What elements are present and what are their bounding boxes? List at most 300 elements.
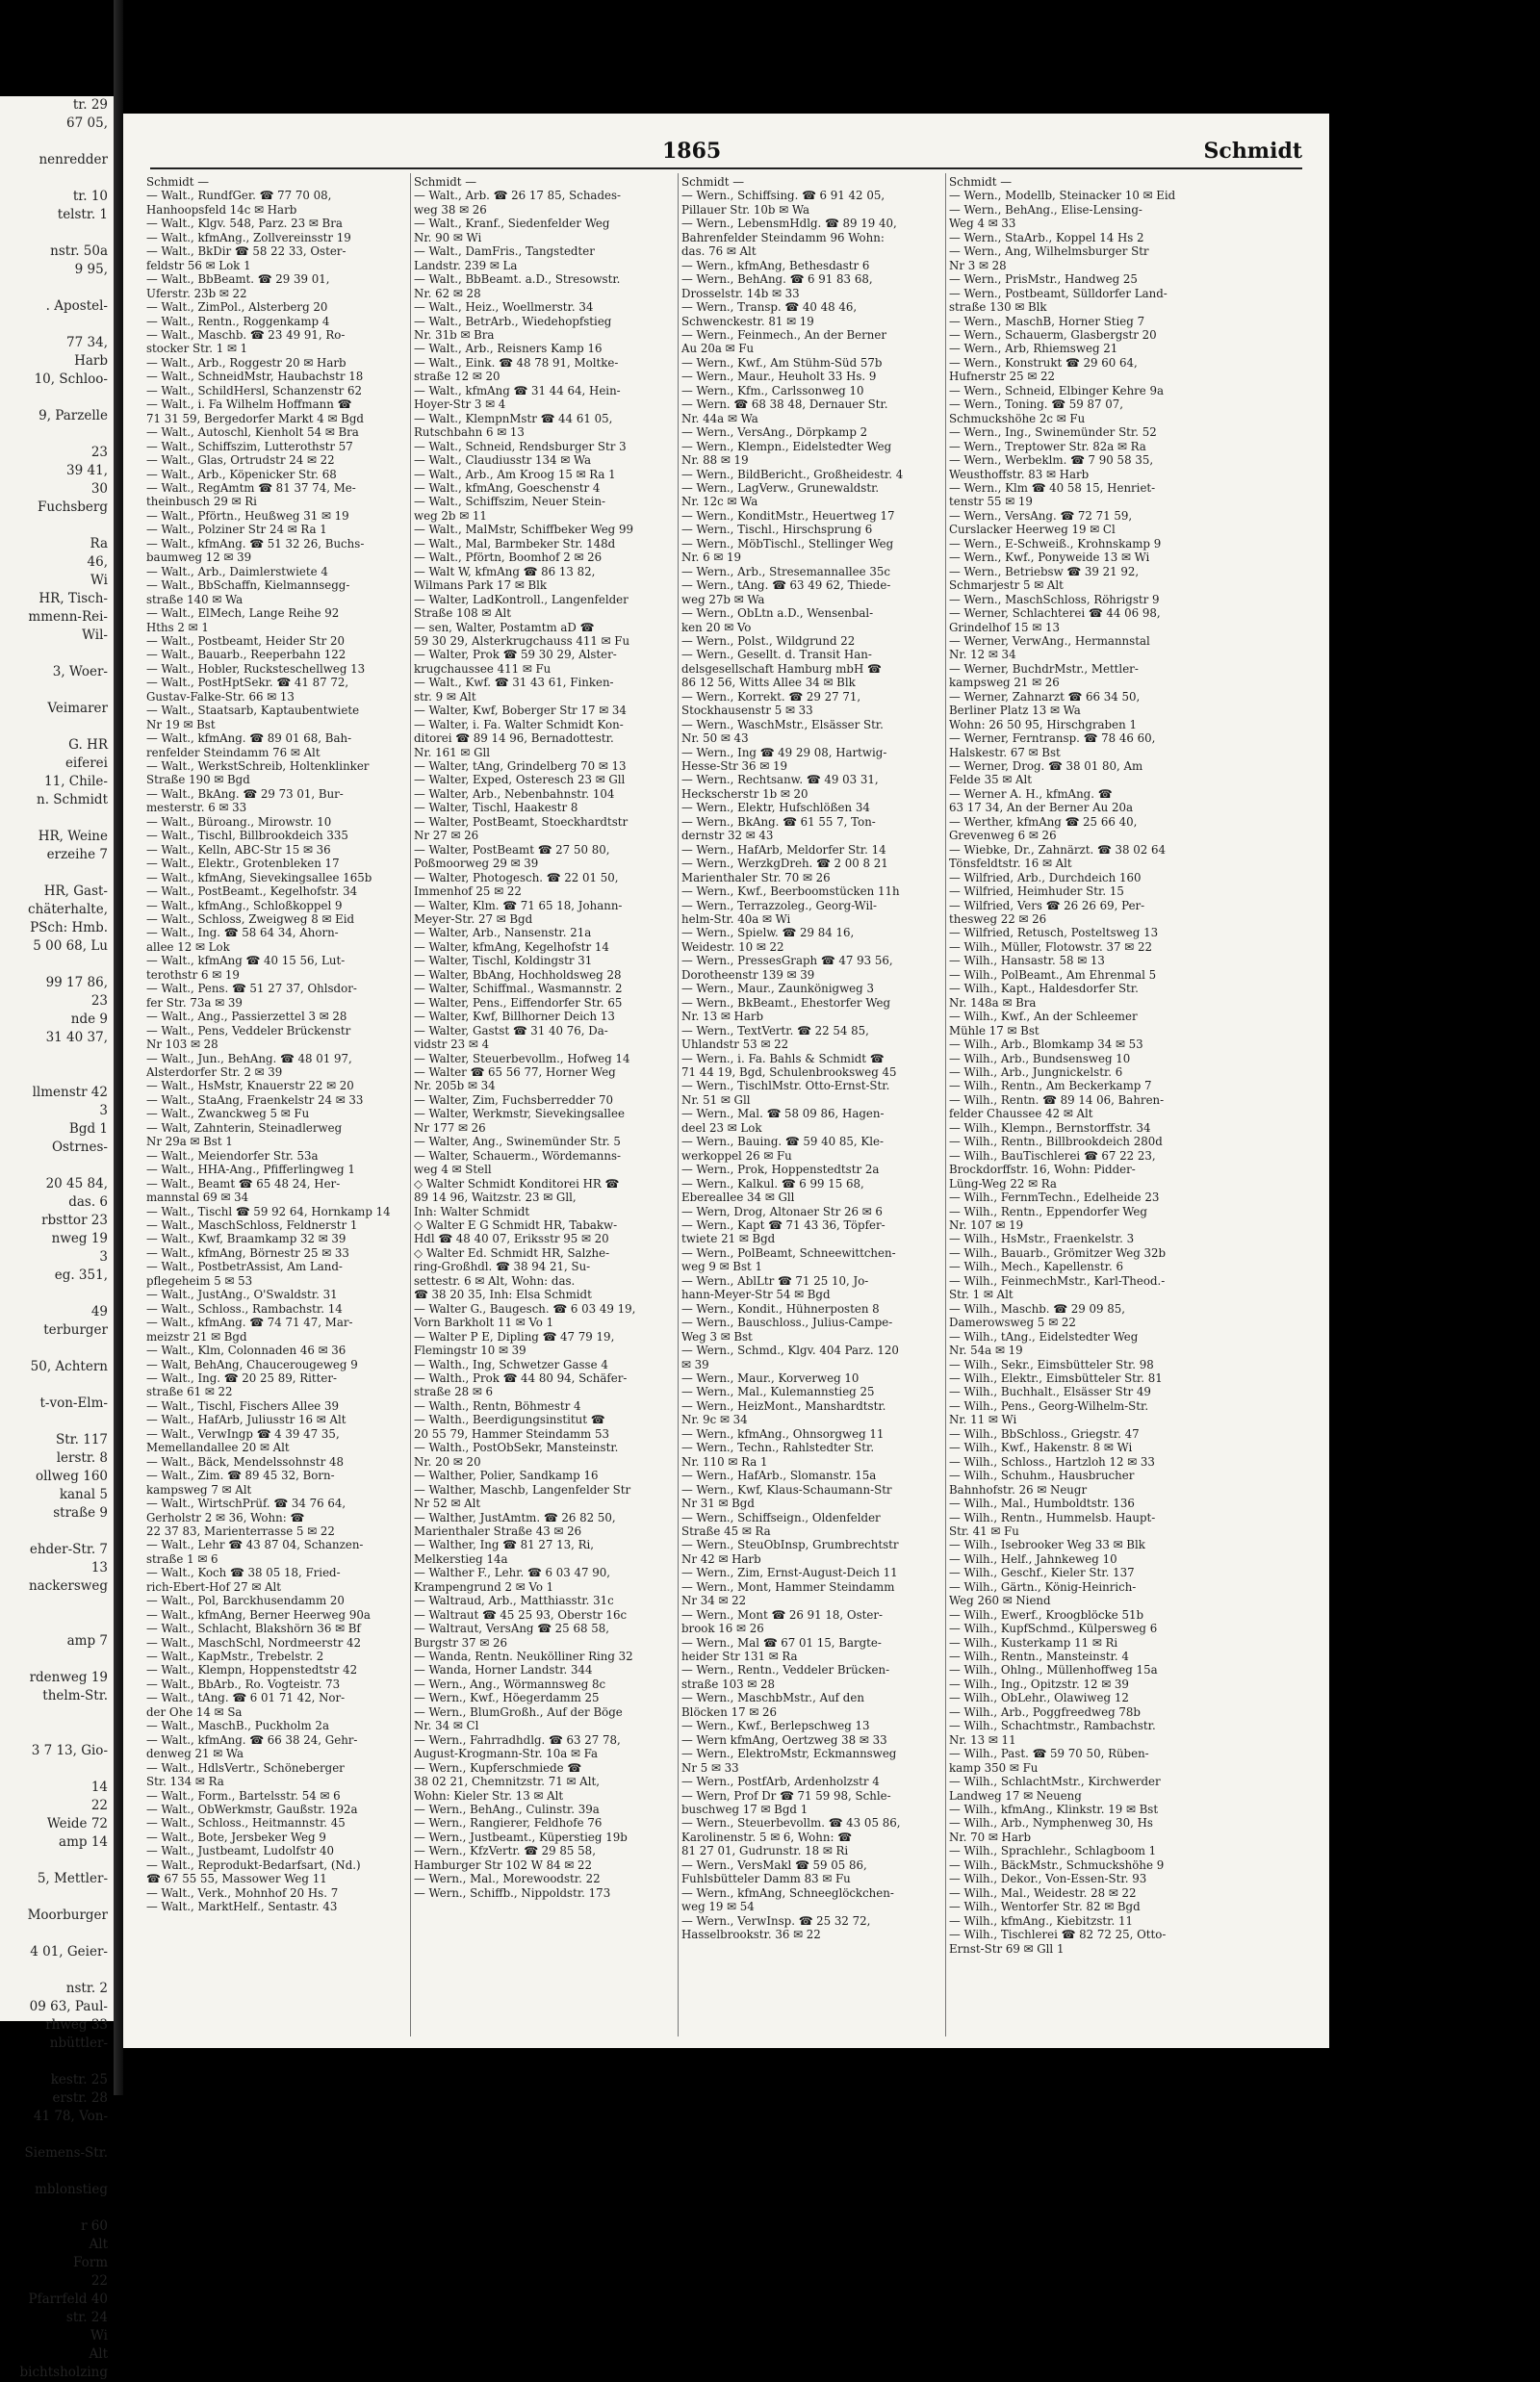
directory-entry-line: — Walt., Koch ☎ 38 05 18, Fried- [146, 1566, 341, 1580]
directory-entry-line: — Walt., Arb., Köpenicker Str. 68 [146, 467, 337, 481]
directory-entry-line: — Walt., kfmAng., Zollvereinsstr 19 [146, 230, 351, 244]
directory-entry-line: — Wern., VersAng., Dörpkamp 2 [681, 425, 868, 440]
left-page-line: Fuchsberg [38, 499, 108, 515]
left-page-line: nbüttler- [49, 2036, 108, 2051]
directory-entry-line: — Wanda, Horner Landstr. 344 [414, 1663, 593, 1678]
directory-entry-line: — Wern., Mont, Hammer Steindamm [681, 1579, 895, 1594]
directory-entry-line: — Wern., VerwInsp. ☎ 25 32 72, [681, 1913, 871, 1928]
left-page-line [0, 169, 114, 188]
left-page-line: nstr. 2 [65, 1981, 108, 1996]
directory-entry-line: Inh: Walter Schmidt [414, 1204, 530, 1218]
directory-entry-line: — Walt., Meiendorfer Str. 53a [146, 1148, 319, 1163]
left-page-line: 09 63, Paul- [29, 1999, 108, 2014]
left-page-line [0, 1614, 114, 1632]
directory-entry-line: Schmidt — [146, 175, 210, 189]
directory-entry-line: — Walt., MaschB., Puckholm 2a [146, 1719, 329, 1733]
directory-entry-line: — Wilh., FeinmechMstr., Karl-Theod.- [949, 1273, 1166, 1288]
left-page-line [0, 1413, 114, 1431]
directory-entry-line: — Wilh., ObLehr., Olawiweg 12 [949, 1691, 1129, 1705]
directory-entry-line: brook 16 ✉ 26 [681, 1622, 764, 1636]
directory-entry-line: — Wilh., BbSchloss., Griegstr. 47 [949, 1426, 1140, 1441]
directory-entry-line: 81 27 01, Gudrunstr. 18 ✉ Ri [681, 1844, 849, 1858]
left-page-line: 3 7 13, Gio- [31, 1743, 108, 1758]
left-page-line [0, 1596, 114, 1614]
directory-entry-line: — Wilh., Maschb. ☎ 29 09 85, [949, 1301, 1126, 1316]
left-page-line [0, 1852, 114, 1870]
directory-entry-line: Marienthaler Straße 43 ✉ 26 [414, 1524, 582, 1538]
directory-entry-line: Tönsfeldtstr. 16 ✉ Alt [949, 857, 1072, 871]
directory-entry-line: Alsterdorfer Str. 2 ✉ 39 [146, 1065, 283, 1079]
directory-entry-line: — Walter, PostBeamt, Stoeckhardtstr [414, 814, 629, 829]
directory-entry-line: Mühle 17 ✉ Bst [949, 1023, 1040, 1037]
directory-entry-line: Hoyer-Str 3 ✉ 4 [414, 397, 506, 412]
directory-entry-line: — Walter, Kwf, Boberger Str 17 ✉ 34 [414, 704, 627, 718]
left-page-line: terburger [43, 1322, 108, 1338]
directory-entry-line: Nr. 13 ✉ 11 [949, 1732, 1016, 1747]
directory-entry-line: straße 140 ✉ Wa [146, 592, 244, 606]
directory-entry-line: — Wern., PolBeamt, Schneewittchen- [681, 1245, 896, 1260]
directory-entry-line: — Walt., Büroang., Mirowstr. 10 [146, 814, 332, 829]
left-page-line [0, 517, 114, 535]
directory-entry-line: — Walt., SchildHersl, Schanzenstr 62 [146, 383, 362, 397]
directory-entry-line: weg 2b ✉ 11 [414, 508, 487, 523]
directory-entry-line: 22 37 83, Marienterrasse 5 ✉ 22 [146, 1524, 335, 1538]
directory-entry-line: — Walter, kfmAng, Kegelhofstr 14 [414, 939, 609, 954]
directory-entry-line: — Wilh., BäckMstr., Schmuckshöhe 9 [949, 1857, 1165, 1872]
left-page-line: 20 45 84, [45, 1176, 108, 1191]
left-page-line: 39 41, [66, 463, 108, 478]
left-page-line: Harb [74, 353, 108, 369]
directory-entry-line: — Wilfried, Arb., Durchdeich 160 [949, 870, 1142, 884]
left-page-line [0, 2199, 114, 2217]
directory-entry-line: Straße 108 ✉ Alt [414, 606, 512, 621]
directory-entry-line: Nr 31 ✉ Bgd [681, 1497, 755, 1511]
directory-entry-line: — Wern., PostfArb, Ardenholzstr 4 [681, 1775, 880, 1789]
left-page-line: 3 [99, 1249, 108, 1265]
left-page-line [0, 1157, 114, 1175]
directory-entry-line: — Walter, Kwf, Billhorner Deich 13 [414, 1010, 615, 1024]
directory-entry-line: Uferstr. 23b ✉ 22 [146, 286, 247, 300]
directory-entry-line: Burgstr 37 ✉ 26 [414, 1635, 508, 1650]
directory-entry-line: settestr. 6 ✉ Alt, Wohn: das. [414, 1273, 576, 1288]
directory-entry-line: — Walt., Hobler, Rucksteschellweg 13 [146, 661, 366, 676]
directory-entry-line: baumweg 12 ✉ 39 [146, 551, 252, 565]
directory-entry-line: — Wern., Prok, Hoppenstedtstr 2a [681, 1163, 880, 1177]
directory-entry-line: — Werner, BuchdrMstr., Mettler- [949, 661, 1139, 676]
directory-entry-line: — Wilh., KupfSchmd., Külpersweg 6 [949, 1622, 1158, 1636]
left-page-line: nenredder [38, 152, 108, 167]
directory-entry-line: — Walt., HHA-Ang., Pfifferlingweg 1 [146, 1163, 355, 1177]
directory-entry-line: — Walt., Zim. ☎ 89 45 32, Born- [146, 1469, 335, 1483]
directory-entry-line: — Wilh., Sekr., Eimsbütteler Str. 98 [949, 1357, 1154, 1371]
directory-entry-line: helm-Str. 40a ✉ Wi [681, 912, 791, 927]
directory-entry-line: — Wilh., Kwf., Hakenstr. 8 ✉ Wi [949, 1441, 1133, 1455]
left-page-line: Weide 72 [46, 1816, 108, 1831]
directory-entry-line: — Wern., Spielw. ☎ 29 84 16, [681, 926, 855, 940]
left-page-line [0, 2053, 114, 2071]
directory-entry-line: — Wern., Schiffb., Nippoldstr. 173 [414, 1885, 611, 1900]
left-page-line [0, 2163, 114, 2181]
directory-entry-line: — Wern., Ing ☎ 49 29 08, Hartwig- [681, 745, 887, 759]
directory-entry-line: — Walther, JustAmtm. ☎ 26 82 50, [414, 1510, 616, 1524]
directory-entry-line: — Wern., Kapt ☎ 71 43 36, Töpfer- [681, 1217, 886, 1232]
running-head: Schmidt [1203, 139, 1302, 164]
left-page-line: 3 [99, 1103, 108, 1118]
directory-entry-line: — Wilh., Schachtmstr., Rambachstr. [949, 1719, 1156, 1733]
directory-entry-line: — Wern., HeizMont., Manshardtstr. [681, 1398, 886, 1413]
directory-entry-line: — Wilh., Isebrooker Weg 33 ✉ Blk [949, 1538, 1145, 1552]
scan-background [1329, 0, 1540, 2095]
column-divider [945, 173, 946, 2036]
directory-entry-line: — Wern., Kwf., Höegerdamm 25 [414, 1691, 600, 1705]
left-page-line: 23 [90, 993, 108, 1009]
directory-entry-line: — Wiebke, Dr., Zahnärzt. ☎ 38 02 64 [949, 842, 1166, 857]
left-page-line: Bgd 1 [68, 1121, 108, 1137]
directory-entry-line: — Walt., Arb., Roggestr 20 ✉ Harb [146, 355, 346, 370]
directory-entry-line: — Walt., BbArb., Ro. Vogteistr. 73 [146, 1677, 341, 1691]
directory-entry-line: — Wern., Kwf., Am Stühm-Süd 57b [681, 355, 883, 370]
directory-entry-line: — Wilh., kfmAng., Klinkstr. 19 ✉ Bst [949, 1803, 1159, 1817]
directory-entry-line: — Wilh., HsMstr., Fraenkelstr. 3 [949, 1232, 1135, 1246]
directory-entry-line: — Wilh., BauTischlerei ☎ 67 22 23, [949, 1148, 1156, 1163]
directory-entry-line: — Wern., Schiffsing. ☎ 6 91 42 05, [681, 189, 886, 203]
directory-entry-line: — Walt., kfmAng. ☎ 89 01 68, Bah- [146, 731, 352, 746]
directory-entry-line: — Wern., Terrazzoleg., Georg-Wil- [681, 898, 878, 912]
directory-entry-line: — Wern., Klempn., Eidelstedter Weg [681, 439, 892, 453]
directory-entry-line: — Wern., KonditMstr., Heuertweg 17 [681, 508, 895, 523]
left-page-line: 30 [90, 481, 108, 497]
directory-entry-line: — Walt., Tischl, Billbrookdeich 335 [146, 829, 348, 843]
directory-entry-line: — Wern., TischlMstr. Otto-Ernst-Str. [681, 1079, 890, 1093]
left-page-line: nstr. 50a [50, 243, 108, 259]
directory-entry-line: — Walt., BetrArb., Wiedehopfstieg [414, 314, 612, 328]
directory-entry-line: — Wilh., Arb., Nymphenweg 30, Hs [949, 1816, 1153, 1831]
directory-entry-line: — Walt., BkAng. ☎ 29 73 01, Bur- [146, 786, 344, 801]
directory-entry-line: 71 31 59, Bergedorfer Markt 4 ✉ Bgd [146, 411, 364, 425]
directory-entry-line: Pillauer Str. 10b ✉ Wa [681, 202, 810, 217]
directory-entry-line: Nr 5 ✉ 33 [681, 1760, 739, 1775]
directory-entry-line: — Wern kfmAng, Oertzweg 38 ✉ 33 [681, 1732, 887, 1747]
directory-entry-line: straße 28 ✉ 6 [414, 1385, 493, 1399]
directory-entry-line: Nr 52 ✉ Alt [414, 1497, 481, 1511]
directory-entry-line: — Wern., Arb, Rhiemsweg 21 [949, 342, 1118, 356]
left-page-line: 99 17 86, [45, 975, 108, 990]
directory-entry-line: — Walt., HsMstr, Knauerstr 22 ✉ 20 [146, 1079, 354, 1093]
left-page-line [0, 389, 114, 407]
directory-entry-line: — Walth., Beerdigungsinstitut ☎ [414, 1413, 605, 1427]
directory-entry-line: — Wilh., PolBeamt., Am Ehrenmal 5 [949, 967, 1157, 982]
left-page-line: r 60 [81, 2218, 108, 2234]
directory-entry-line: Brockdorffstr. 16, Wohn: Pidder- [949, 1163, 1136, 1177]
directory-entry-line: — Wern., Feinmech., An der Berner [681, 327, 886, 342]
directory-entry-line: — Wilh., Bauarb., Grömitzer Weg 32b [949, 1245, 1167, 1260]
left-page-line [0, 1376, 114, 1395]
directory-entry-line: Nr. 20 ✉ 20 [414, 1454, 481, 1469]
directory-entry-line: Grevenweg 6 ✉ 26 [949, 829, 1057, 843]
directory-entry-line: — Walther, Ing ☎ 81 27 13, Ri, [414, 1538, 595, 1552]
directory-entry-line: krugchaussee 411 ✉ Fu [414, 661, 552, 676]
directory-entry-line: — Walt., Staatsarb, Kaptaubentwiete [146, 704, 360, 718]
directory-entry-line: — Wern., Tischl., Hirschsprung 6 [681, 523, 873, 537]
directory-entry-line: — Wilh., Kapt., Haldesdorfer Str. [949, 982, 1139, 996]
directory-entry-line: Marienthaler Str. 70 ✉ 26 [681, 870, 831, 884]
directory-entry-line: — Walt., VerwIngp ☎ 4 39 47 35, [146, 1426, 340, 1441]
header-rule [150, 167, 1302, 169]
directory-entry-line: — Wern., KfzVertr. ☎ 29 85 58, [414, 1844, 596, 1858]
left-page-line: t-von-Elm- [39, 1396, 108, 1411]
directory-entry-line: Schmidt — [949, 175, 1013, 189]
directory-entry-line: straße 61 ✉ 22 [146, 1385, 233, 1399]
directory-entry-line: 86 12 56, Witts Allee 34 ✉ Blk [681, 676, 856, 690]
left-page-line: PSch: Hmb. [30, 920, 108, 935]
directory-entry-line: — Werner, Zahnarzt ☎ 66 34 50, [949, 689, 1141, 704]
directory-entry-line: Hdl ☎ 48 40 07, Eriksstr 95 ✉ 20 [414, 1232, 609, 1246]
directory-entry-line: — Wern. ☎ 68 38 48, Dernauer Str. [681, 397, 888, 412]
left-page-line: thelm-Str. [42, 1688, 108, 1703]
left-page-line: Siemens-Str. [24, 2145, 108, 2161]
directory-entry-line: ditorei ☎ 89 14 96, Bernadottestr. [414, 731, 614, 746]
directory-entry-line: Memellandallee 20 ✉ Alt [146, 1441, 290, 1455]
directory-entry-line: — Wern., BehAng. ☎ 6 91 83 68, [681, 272, 873, 287]
directory-entry-line: Flemingstr 10 ✉ 39 [414, 1344, 526, 1358]
left-page-line [0, 956, 114, 974]
directory-entry-line: kampsweg 7 ✉ Alt [146, 1482, 252, 1497]
directory-entry-line: — Walter G., Baugesch. ☎ 6 03 49 19, [414, 1301, 636, 1316]
directory-entry-line: meizstr 21 ✉ Bgd [146, 1329, 247, 1344]
directory-entry-line: Grindelhof 15 ✉ 13 [949, 620, 1060, 634]
left-page-line [0, 316, 114, 334]
directory-entry-line: — Walt., Schlacht, Blakshörn 36 ✉ Bf [146, 1622, 361, 1636]
directory-entry-line: — Walter, Prok ☎ 59 30 29, Alster- [414, 648, 617, 662]
directory-entry-line: ◇ Walter E G Schmidt HR, Tabakw- [414, 1217, 618, 1232]
directory-entry-line: — Walt., HafArb, Juliusstr 16 ✉ Alt [146, 1413, 346, 1427]
directory-entry-line: — Walt., Polziner Str 24 ✉ Ra 1 [146, 523, 327, 537]
directory-entry-line: — Wern., HafArb, Meldorfer Str. 14 [681, 842, 886, 857]
directory-entry-line: — Walt., Pförtn, Boomhof 2 ✉ 26 [414, 551, 603, 565]
directory-entry-line: kampsweg 21 ✉ 26 [949, 676, 1060, 690]
left-page-line: ehder-Str. 7 [29, 1542, 108, 1557]
directory-entry-line: — Wilh., Sprachlehr., Schlagboom 1 [949, 1844, 1157, 1858]
directory-entry-line: Berliner Platz 13 ✉ Wa [949, 704, 1081, 718]
directory-entry-line: feldstr 56 ✉ Lok 1 [146, 258, 251, 272]
directory-entry-line: — Wern., TextVertr. ☎ 22 54 85, [681, 1023, 869, 1037]
directory-entry-line: — Walt., Reprodukt-Bedarfsart, (Nd.) [146, 1857, 361, 1872]
left-page-line: telstr. 1 [57, 207, 108, 222]
directory-entry-line: — Walter, Werkmstr, Sievekingsallee [414, 1107, 625, 1121]
directory-entry-line: — Wern., Bauing. ☎ 59 40 85, Kle- [681, 1135, 884, 1149]
left-page-line: str. 24 [65, 2310, 108, 2325]
directory-entry-line: — Wilh., Schuhm., Hausbrucher [949, 1469, 1135, 1483]
directory-entry-line: — Walt., kfmAng. ☎ 51 32 26, Buchs- [146, 536, 365, 551]
left-page-line: 10, Schloo- [34, 371, 108, 387]
directory-entry-line: — Wern., VersAng. ☎ 72 71 59, [949, 508, 1133, 523]
directory-entry-line: — Wern., Fahrradhdlg. ☎ 63 27 78, [414, 1732, 621, 1747]
directory-entry-line: — Wern, Prof Dr ☎ 71 59 98, Schle- [681, 1788, 891, 1803]
directory-entry-line: — Walt., Zwanckweg 5 ✉ Fu [146, 1107, 310, 1121]
directory-entry-line: Hths 2 ✉ 1 [146, 620, 209, 634]
left-page-line: 11, Chile- [44, 774, 108, 789]
left-page-line: 5 00 68, Lu [33, 938, 108, 954]
directory-entry-line: — Walt., Justbeamt, Ludolfstr 40 [146, 1844, 334, 1858]
directory-entry-line: — Walt., kfmAng. ☎ 74 71 47, Mar- [146, 1316, 353, 1330]
directory-entry-line: Weg 260 ✉ Niend [949, 1594, 1051, 1608]
directory-entry-line: Stockhausenstr 5 ✉ 33 [681, 704, 813, 718]
directory-entry-line: — Walt., Maschb. ☎ 23 49 91, Ro- [146, 327, 346, 342]
directory-entry-line: — Wilh., Rentn., Am Beckerkamp 7 [949, 1079, 1152, 1093]
directory-entry-line: Nr. 161 ✉ Gll [414, 745, 491, 759]
directory-entry-line: — Wilh., Mal., Humboldtstr. 136 [949, 1497, 1135, 1511]
directory-entry-line: — Walter, Arb., Nansenstr. 21a [414, 926, 592, 940]
directory-entry-line: — Walter, Pens., Eiffendorfer Str. 65 [414, 995, 623, 1010]
directory-entry-line: — Wern, Drog, Altonaer Str 26 ✉ 6 [681, 1204, 883, 1218]
left-page-line: 3, Woer- [52, 664, 108, 679]
directory-entry-line: — Werner, VerwAng., Hermannstal [949, 633, 1150, 648]
directory-entry-line: — Wern., Kwf., Beerboomstücken 11h [681, 884, 900, 899]
directory-entry-line: — Walt., Lehr ☎ 43 87 04, Schanzen- [146, 1538, 364, 1552]
directory-entry-line: — Wilfried, Heimhuder Str. 15 [949, 884, 1124, 899]
directory-entry-line: — Walt., kfmAng ☎ 40 15 56, Lut- [146, 954, 346, 968]
directory-entry-line: Dorotheenstr 139 ✉ 39 [681, 967, 815, 982]
directory-entry-line: — Walt., Pol, Barckhusendamm 20 [146, 1594, 345, 1608]
directory-entry-line: — Walter, Schiffmal., Wasmannstr. 2 [414, 982, 623, 996]
directory-entry-line: — Waltraud, Arb., Matthiasstr. 31c [414, 1594, 614, 1608]
directory-entry-line: — Wern., kfmAng, Bethesdastr 6 [681, 258, 870, 272]
directory-entry-line: terothstr 6 ✉ 19 [146, 967, 240, 982]
directory-entry-line: — Wern., i. Fa. Bahls & Schmidt ☎ [681, 1051, 885, 1065]
directory-entry-line: — Wern., Mal ☎ 67 01 15, Bargte- [681, 1635, 882, 1650]
left-page-line: 22 [90, 2273, 108, 2289]
directory-entry-line: — Wanda, Rentn. Neukölliner Ring 32 [414, 1650, 633, 1664]
directory-entry-line: — Wern., Konstrukt ☎ 29 60 64, [949, 355, 1138, 370]
directory-entry-line: Weusthoffstr. 83 ✉ Harb [949, 467, 1090, 481]
directory-entry-line: — Walt., kfmAng. ☎ 66 38 24, Gehr- [146, 1732, 358, 1747]
directory-entry-line: — sen, Walter, Postamtm aD ☎ [414, 620, 595, 634]
directory-entry-line: weg 19 ✉ 54 [681, 1900, 755, 1914]
directory-entry-line: Nr. 13 ✉ Harb [681, 1010, 764, 1024]
directory-entry-line: — Walt., kfmAng, Sievekingsallee 165b [146, 870, 372, 884]
left-page-line [0, 1340, 114, 1358]
directory-entry-line: — Walt., BbBeamt. ☎ 29 39 01, [146, 272, 330, 287]
directory-entry-line: — Walth., PostObSekr, Mansteinstr. [414, 1441, 619, 1455]
directory-entry-line: — Walt W, kfmAng ☎ 86 13 82, [414, 564, 596, 578]
left-page-line [0, 1925, 114, 1943]
directory-entry-line: — Wern., Rechtsanw. ☎ 49 03 31, [681, 773, 879, 787]
directory-entry-line: Nr 42 ✉ Harb [681, 1551, 761, 1566]
directory-entry-line: — Wilh., Kusterkamp 11 ✉ Ri [949, 1635, 1118, 1650]
directory-entry-line: — Wern., Kwf., Berlepschweg 13 [681, 1719, 870, 1733]
directory-entry-line: straße 130 ✉ Blk [949, 300, 1047, 315]
directory-entry-line: renfelder Steindamm 76 ✉ Alt [146, 745, 321, 759]
left-page-line: 77 34, [66, 335, 108, 350]
directory-entry-line: — Walt., Schneid, Rendsburger Str 3 [414, 439, 627, 453]
directory-entry-line: str. 9 ✉ Alt [414, 689, 476, 704]
directory-entry-line: — Wilh., Arb., Jungnickelstr. 6 [949, 1065, 1123, 1079]
directory-entry-line: Nr 19 ✉ Bst [146, 717, 216, 731]
directory-entry-line: — Wern., Rentn., Veddeler Brücken- [681, 1663, 890, 1678]
left-page-line: mblonstieg [35, 2182, 108, 2197]
left-page-line: Wi [90, 2328, 108, 2344]
directory-entry-line: — Walt., WerkstSchreib, Holtenklinker [146, 759, 370, 774]
directory-entry-line: — Wern., StaArb., Koppel 14 Hs 2 [949, 230, 1144, 244]
left-page-fragment [0, 96, 114, 2380]
directory-page [123, 114, 1329, 2048]
directory-column-3 [681, 175, 943, 1942]
directory-entry-line: — Wilh., Rentn., Billbrookdeich 280d [949, 1135, 1163, 1149]
directory-entry-line: — Walt., HdlsVertr., Schöneberger [146, 1760, 345, 1775]
directory-entry-line: hann-Meyer-Str 54 ✉ Bgd [681, 1288, 831, 1302]
directory-entry-line: — Wilh., Arb., Bundsensweg 10 [949, 1051, 1131, 1065]
directory-entry-line: — Walter, Exped, Osteresch 23 ✉ Gll [414, 773, 626, 787]
directory-entry-line: Nr. 11 ✉ Wi [949, 1413, 1017, 1427]
directory-entry-line: Krampengrund 2 ✉ Vo 1 [414, 1579, 554, 1594]
directory-entry-line: — Walt., Schiffszim, Lutterothstr 57 [146, 439, 353, 453]
directory-entry-line: Nr. 110 ✉ Ra 1 [681, 1454, 768, 1469]
directory-entry-line: — Walt., WirtschPrüf. ☎ 34 76 64, [146, 1497, 346, 1511]
directory-entry-line: — Wern., BildBericht., Großheidestr. 4 [681, 467, 904, 481]
left-page-line: rhweg 33 [45, 2017, 108, 2033]
directory-entry-line: — Walter, LadKontroll., Langenfelder [414, 592, 629, 606]
left-page-line [0, 1651, 114, 1669]
directory-entry-line: Landstr. 239 ✉ La [414, 258, 518, 272]
directory-entry-line: — Walter, Arb., Nebenbahnstr. 104 [414, 786, 615, 801]
directory-entry-line: — Walt., RegAmtm ☎ 81 37 74, Me- [146, 480, 356, 495]
directory-entry-line: Vorn Barkholt 11 ✉ Vo 1 [414, 1316, 554, 1330]
directory-entry-line: heider Str 131 ✉ Ra [681, 1650, 798, 1664]
left-page-line: 46, [87, 554, 108, 570]
directory-entry-line: — Wern., ElektroMstr, Eckmannsweg [681, 1747, 897, 1761]
directory-entry-line: Uhlandstr 53 ✉ 22 [681, 1037, 789, 1052]
directory-entry-line: — Wern., BehAng., Elise-Lensing- [949, 202, 1142, 217]
left-page-line [0, 224, 114, 243]
directory-entry-line: — Wilh., Ohlng., Müllenhoffweg 15a [949, 1663, 1158, 1678]
directory-entry-line: — Wilh., Pens., Georg-Wilhelm-Str. [949, 1398, 1149, 1413]
directory-entry-line: — Wilh., Rentn., Hummelsb. Haupt- [949, 1510, 1156, 1524]
directory-entry-line: — Walt., kfmAng, Berner Heerweg 90a [146, 1607, 371, 1622]
directory-entry-line: — Wilh., Rentn. ☎ 89 14 06, Bahren- [949, 1092, 1165, 1107]
directory-entry-line: — Walter ☎ 65 56 77, Horner Weg [414, 1065, 616, 1079]
left-page-line: G. HR [68, 737, 108, 753]
directory-entry-line: — Walter, Klm. ☎ 71 65 18, Johann- [414, 898, 623, 912]
directory-entry-line: — Waltraut ☎ 45 25 93, Oberstr 16c [414, 1607, 628, 1622]
directory-entry-line: Damerowsweg 5 ✉ 22 [949, 1316, 1076, 1330]
directory-entry-line: — Walt., RundfGer. ☎ 77 70 08, [146, 189, 332, 203]
left-page-line: 22 [90, 1798, 108, 1813]
directory-entry-line: — Walt., Schloss., Heitmannstr. 45 [146, 1816, 346, 1831]
directory-entry-line: — Walt., Verk., Mohnhof 20 Hs. 7 [146, 1885, 339, 1900]
directory-entry-line: Nr. 62 ✉ 28 [414, 286, 481, 300]
directory-entry-line: 89 14 96, Waitzstr. 23 ✉ Gll, [414, 1191, 577, 1205]
directory-entry-line: — Walt., Rentn., Roggenkamp 4 [146, 314, 330, 328]
directory-entry-line: Lüng-Weg 22 ✉ Ra [949, 1176, 1057, 1191]
directory-entry-line: — Wern., Ing., Swinemünder Str. 52 [949, 425, 1157, 440]
directory-entry-line: — Walt., PostHptSekr. ☎ 41 87 72, [146, 676, 349, 690]
directory-entry-line: — Walter, i. Fa. Walter Schmidt Kon- [414, 717, 624, 731]
directory-entry-line: — Wern., SteuObInsp, Grumbrechtstr [681, 1538, 899, 1552]
directory-entry-line: — Walt., DamFris., Tangstedter [414, 244, 595, 259]
directory-entry-line: denweg 21 ✉ Wa [146, 1747, 244, 1761]
directory-entry-line: Ebereallee 34 ✉ Gll [681, 1191, 795, 1205]
directory-entry-line: — Walt., Beamt ☎ 65 48 24, Her- [146, 1176, 341, 1191]
directory-entry-line: — Wern., BehAng., Culinstr. 39a [414, 1803, 600, 1817]
left-page-line: HR, Tisch- [38, 591, 108, 606]
directory-entry-line: — Walter P E, Dipling ☎ 47 79 19, [414, 1329, 615, 1344]
directory-entry-line: — Wilh., Wentorfer Str. 82 ✉ Bgd [949, 1900, 1141, 1914]
directory-entry-line: — Walt., kfmAng, Börnestr 25 ✉ 33 [146, 1245, 349, 1260]
directory-entry-line: Hasselbrookstr. 36 ✉ 22 [681, 1928, 821, 1942]
directory-entry-line: Au 20a ✉ Fu [681, 342, 755, 356]
directory-entry-line: — Walt., kfmAng ☎ 31 44 64, Hein- [414, 383, 621, 397]
directory-entry-line: — Wern., AblLtr ☎ 71 25 10, Jo- [681, 1273, 869, 1288]
